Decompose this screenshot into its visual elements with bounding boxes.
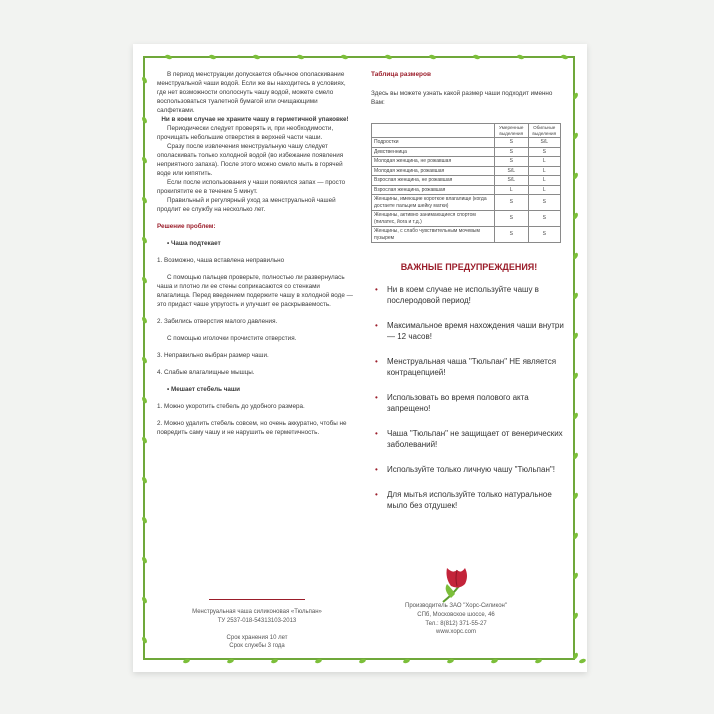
leak-item: С помощью иголочки прочистите отверстия. (167, 335, 297, 342)
warning-text: Ни в коем случае не используйте чашу в послеродовой период! (387, 285, 539, 306)
leaf-icon (447, 658, 455, 664)
warning-item (375, 392, 567, 414)
leaf-icon (561, 54, 569, 60)
storage-warning: Ни в коем случае не храните чашу в герметичной упаковке! (161, 116, 349, 123)
table-cell: L (495, 185, 529, 195)
table-cell: Молодая женщина, рожавшая (372, 166, 495, 176)
table-row (372, 195, 561, 211)
leaf-icon (572, 92, 579, 100)
leaf-icon (517, 54, 525, 60)
table-row (372, 166, 561, 176)
table-cell: Женщины, имеющие короткое влагалище (когда достаете пальцем шейку матки) (372, 195, 495, 211)
leak-item: 2. Забились отверстия малого давления. (157, 318, 278, 325)
paragraph: Правильный и регулярный уход за менструальной чашей продлит ее службу на несколько лет. (157, 197, 336, 213)
leak-item: 3. Неправильно выбран размер чаши. (157, 352, 269, 359)
leaf-icon (579, 658, 587, 664)
table-cell: Взрослая женщина, рожавшая (372, 185, 495, 195)
leaf-icon (403, 658, 411, 664)
leaf-icon (315, 658, 323, 664)
product-footer (177, 599, 337, 651)
leaf-icon (572, 372, 579, 380)
footer-line: Менструальная чаша силиконовая «Тюльпан» (192, 609, 322, 615)
table-cell: Девственница (372, 147, 495, 157)
paragraph: Периодически следует проверять и, при необходимости, прочищать небольшие отверстия в верхней части чаши. (157, 125, 334, 141)
table-cell: S (528, 195, 560, 211)
table-row (372, 211, 561, 227)
stem-item: 1. Можно укоротить стебель до удобного размера. (157, 403, 305, 410)
table-cell: Женщины, с слабо чувствительным мочевым пузырем (372, 227, 495, 243)
leaf-icon (572, 652, 579, 660)
stem-item: 2. Можно удалить стебель совсем, но очень аккуратно, чтобы не повредить саму чашу и не нарушить ее герметичность. (157, 420, 347, 436)
leak-item: 4. Слабые влагалищные мышцы. (157, 369, 255, 376)
table-cell: L (528, 157, 560, 167)
warning-text: Менструальная чаша "Тюльпан" НЕ является контрацепцией! (387, 357, 557, 378)
leak-title: • Чаша подтекает (167, 240, 221, 247)
warning-item (375, 284, 567, 306)
leaf-icon (359, 658, 367, 664)
table-cell: S (528, 147, 560, 157)
table-cell: S (495, 157, 529, 167)
table-cell: L (528, 176, 560, 186)
footer-line: Производитель ЗАО "Хорс-Силикон" (405, 603, 507, 609)
table-cell: L (528, 185, 560, 195)
leaf-icon (141, 476, 148, 484)
leaf-icon (141, 556, 148, 564)
table-row (372, 147, 561, 157)
leaf-icon (227, 658, 235, 664)
leaf-icon (165, 54, 173, 60)
table-row (372, 176, 561, 186)
bullet-icon: • (375, 357, 378, 367)
bullet-icon: • (375, 429, 378, 439)
warning-text: Используйте только личную чашу "Тюльпан"! (387, 465, 555, 475)
leaf-icon (572, 252, 579, 260)
size-table-intro: Здесь вы можете узнать какой размер чаши подходит именно Вам: (371, 90, 553, 106)
table-cell: Взрослая женщина, не рожавшая (372, 176, 495, 186)
size-table-title: Таблица размеров (371, 71, 431, 78)
table-cell: Подростки (372, 138, 495, 148)
tulip-icon (433, 564, 479, 604)
bullet-icon: • (375, 465, 378, 475)
table-cell: S (495, 195, 529, 211)
table-row (372, 185, 561, 195)
leaf-icon (491, 658, 499, 664)
leaf-icon (253, 54, 261, 60)
warning-text: Максимальное время нахождения чаши внутри — 12 часов! (387, 321, 564, 342)
problems-title: Решение проблем: (157, 223, 216, 230)
warning-item (375, 464, 567, 475)
leaf-icon (429, 54, 437, 60)
table-cell: S (495, 227, 529, 243)
size-table (371, 123, 561, 243)
leaf-icon (183, 658, 191, 664)
warnings-title: ВАЖНЫЕ ПРЕДУПРЕЖДЕНИЯ! (400, 262, 538, 273)
leaf-icon (141, 276, 148, 284)
intro-paragraph: В период менструации допускается обычное ополаскивание менструальной чаши водой. Если же вы находитесь в условиях, где нет возможности ополоснуть чашу водой, можете смело воспользоваться туалетной бумагой или очищающими салфетками. (157, 71, 346, 114)
table-cell: S/L (528, 138, 560, 148)
table-cell: S (495, 138, 529, 148)
table-cell: S (495, 211, 529, 227)
leaf-icon (141, 236, 148, 244)
leaf-icon (297, 54, 305, 60)
footer-line: Тел.: 8(812) 371-55-27 (425, 620, 487, 627)
table-row (372, 157, 561, 167)
leaf-icon (473, 54, 481, 60)
leaf-icon (141, 596, 148, 604)
warning-text: Для мытья используйте только натуральное мыло без отдушек! (387, 490, 552, 511)
table-cell: L (528, 166, 560, 176)
bullet-icon: • (375, 285, 378, 295)
leaf-icon (141, 396, 148, 404)
right-column (371, 70, 567, 525)
warning-item (375, 356, 567, 378)
leaf-icon (209, 54, 217, 60)
leaf-icon (572, 572, 579, 580)
leaf-icon (141, 636, 148, 644)
warnings-list (371, 284, 567, 511)
leaf-icon (572, 212, 579, 220)
table-cell: Женщины, активно занимающиеся спортом (пилатес, йога и т.д.) (372, 211, 495, 227)
footer-line: www.xopc.com (435, 629, 476, 636)
leaf-icon (271, 658, 279, 664)
header-cell: Обильные выделения (528, 124, 560, 138)
bullet-icon: • (375, 490, 378, 500)
paragraph: Сразу после извлечения менструальную чашу следует ополаскивать только холодной водой (во избежание появления неприятного запаха). После этого можно смело мыть в горячей воде или кипятить. (157, 143, 344, 177)
manufacturer-footer (391, 602, 521, 637)
leaf-icon (141, 116, 148, 124)
leaf-icon (535, 658, 543, 664)
leaf-icon (141, 76, 148, 84)
leaf-icon (385, 54, 393, 60)
table-cell: S/L (495, 176, 529, 186)
table-cell: Молодая женщина, не рожавшая (372, 157, 495, 167)
leaf-icon (572, 452, 579, 460)
leaf-icon (572, 132, 579, 140)
footer-line: СПб, Московское шоссе, 46 (417, 611, 495, 618)
size-table-header (372, 124, 561, 138)
table-cell: S/L (495, 166, 529, 176)
paragraph: Если после использования у чаши появился запах — просто прокипятите ее в течение 5 минут. (157, 179, 346, 195)
footer-line: Срок хранения 10 лет (226, 634, 288, 641)
leaf-icon (141, 516, 148, 524)
leaf-icon (572, 532, 579, 540)
footer-line: Срок службы 3 года (229, 643, 285, 650)
table-cell: S (528, 211, 560, 227)
table-row (372, 227, 561, 243)
leak-item: 1. Возможно, чаша вставлена неправильно (157, 257, 285, 264)
left-column (157, 70, 353, 437)
warning-text: Использовать во время полового акта запрещено! (387, 393, 529, 414)
header-cell (372, 124, 495, 138)
warning-item (375, 320, 567, 342)
table-row (372, 138, 561, 148)
warning-item (375, 428, 567, 450)
bullet-icon: • (375, 321, 378, 331)
header-cell: Умеренные выделения (495, 124, 529, 138)
leaf-icon (141, 156, 148, 164)
table-cell: S (528, 227, 560, 243)
leaflet-sheet (133, 44, 587, 672)
leaf-icon (572, 492, 579, 500)
leaf-icon (572, 412, 579, 420)
leaf-icon (141, 436, 148, 444)
leaf-icon (341, 54, 349, 60)
leaf-icon (141, 356, 148, 364)
leaf-icon (141, 196, 148, 204)
leaf-icon (572, 612, 579, 620)
warning-text: Чаша "Тюльпан" не защищает от венерических заболеваний! (387, 429, 563, 450)
footer-line: ТУ 2537-018-54313103-2013 (217, 617, 297, 624)
leak-item: С помощью пальцев проверьте, полностью ли развернулась чаша и плотно ли ее стены соприкасаются со стенками влагалища. Перед введением подержите чашу в холодной воде — это придаст чаше упругость и улучшит ее раскрываемость. (157, 274, 353, 308)
leaf-icon (141, 316, 148, 324)
stem-title: • Мешает стебель чаши (167, 386, 240, 393)
table-cell: S (495, 147, 529, 157)
warning-item (375, 489, 567, 511)
leaf-icon (572, 332, 579, 340)
leaf-icon (572, 172, 579, 180)
bullet-icon: • (375, 393, 378, 403)
leaf-icon (572, 292, 579, 300)
